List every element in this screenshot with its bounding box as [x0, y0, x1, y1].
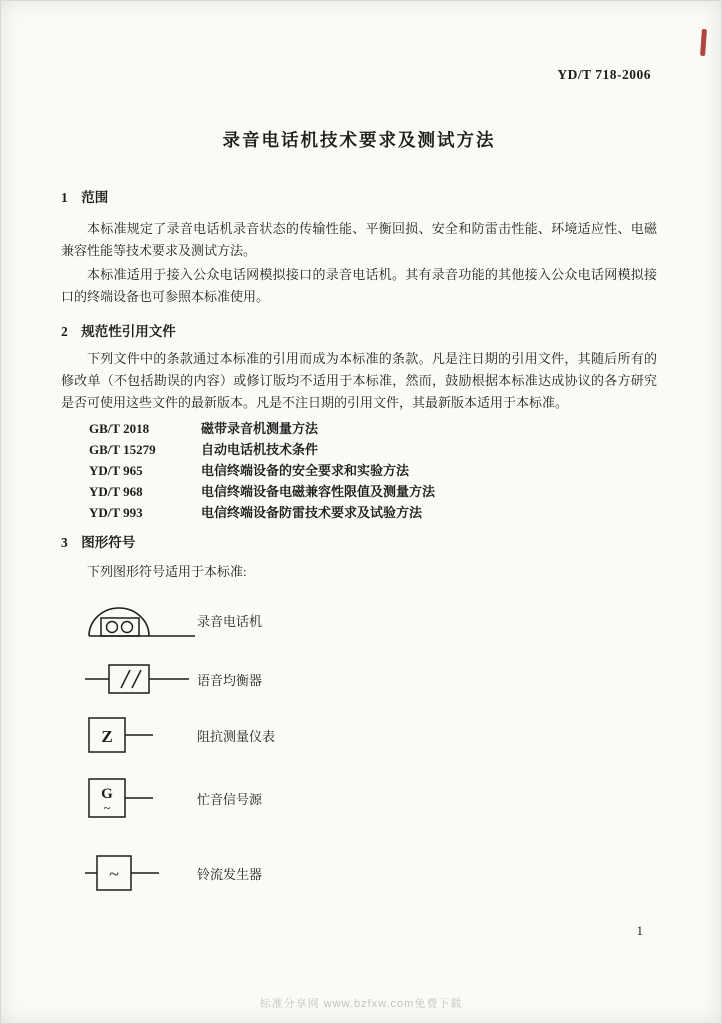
recording-telephone-icon	[61, 592, 197, 648]
document-title: 录音电话机技术要求及测试方法	[222, 130, 496, 150]
impedance-meter-icon	[61, 715, 197, 755]
reference-row	[61, 439, 657, 460]
symbol-row	[61, 659, 657, 699]
section-3-heading: 3 图形符号	[61, 535, 136, 550]
busy-tone-source-icon	[61, 777, 197, 819]
symbol-row	[61, 715, 657, 755]
reference-code: YD/T 993	[89, 505, 143, 520]
symbol-label: 语音均衡器	[197, 672, 263, 688]
reference-title: 电信终端设备电磁兼容性限值及测量方法	[201, 484, 436, 499]
section-2-heading: 2 规范性引用文件	[61, 324, 176, 339]
reference-code: GB/T 2018	[89, 421, 150, 436]
symbol-label: 阻抗测量仪表	[197, 728, 276, 744]
watermark-text: 标准分享网 www.bzfxw.com免费下载	[259, 998, 463, 1010]
reference-title: 磁带录音机测量方法	[201, 421, 319, 436]
reference-row	[61, 460, 657, 481]
standard-number: YD/T 718-2006	[557, 67, 651, 82]
symbol-row	[61, 591, 657, 649]
reference-title: 自动电话机技术条件	[201, 442, 319, 457]
reference-code: YD/T 968	[89, 484, 143, 499]
section-2-paragraph-1: 下列文件中的条款通过本标准的引用而成为本标准的条款。凡是注日期的引用文件，其随后所有的修改单（不包括勘误的内容）或修订版均不适用于本标准，然而，鼓励根据本标准达成协议的各方研究是否可使用这些文件的最新版本。凡是不注日期的引用文件，其最新版本适用于本标准。	[61, 351, 657, 410]
page-number: 1	[636, 923, 643, 938]
impedance-glyph: Z	[101, 727, 113, 746]
section-1-paragraph-1: 本标准规定了录音电话机录音状态的传输性能、平衡回损、安全和防雷击性能、环境适应性、电磁兼容性能等技术要求及测试方法。	[61, 221, 657, 258]
voice-equalizer-icon	[61, 661, 197, 697]
reference-code: YD/T 965	[89, 463, 143, 478]
symbol-row	[61, 853, 657, 893]
section-1-heading: 1 范围	[61, 190, 109, 205]
busy-tone-glyph: G	[101, 786, 113, 802]
normative-references-list	[61, 418, 657, 523]
symbol-row	[61, 777, 657, 819]
reference-row	[61, 418, 657, 439]
symbol-label: 铃流发生器	[197, 866, 263, 882]
section-3-intro: 下列图形符号适用于本标准:	[87, 564, 247, 579]
reference-title: 电信终端设备的安全要求和实验方法	[201, 463, 410, 478]
reference-title: 电信终端设备防雷技术要求及试验方法	[201, 505, 423, 520]
ringing-generator-icon	[61, 853, 197, 893]
symbol-label: 录音电话机	[197, 613, 263, 629]
reference-row	[61, 481, 657, 502]
symbol-label: 忙音信号源	[197, 791, 263, 807]
reference-code: GB/T 15279	[89, 442, 156, 457]
reference-row	[61, 502, 657, 523]
ringing-glyph: ~	[109, 864, 119, 884]
busy-tone-sub-glyph: ~	[103, 800, 111, 815]
page-content	[1, 1, 721, 893]
section-1-paragraph-2: 本标准适用于接入公众电话网模拟接口的录音电话机。其有录音功能的其他接入公众电话网模拟接口的终端设备也可参照本标准使用。	[61, 267, 657, 304]
